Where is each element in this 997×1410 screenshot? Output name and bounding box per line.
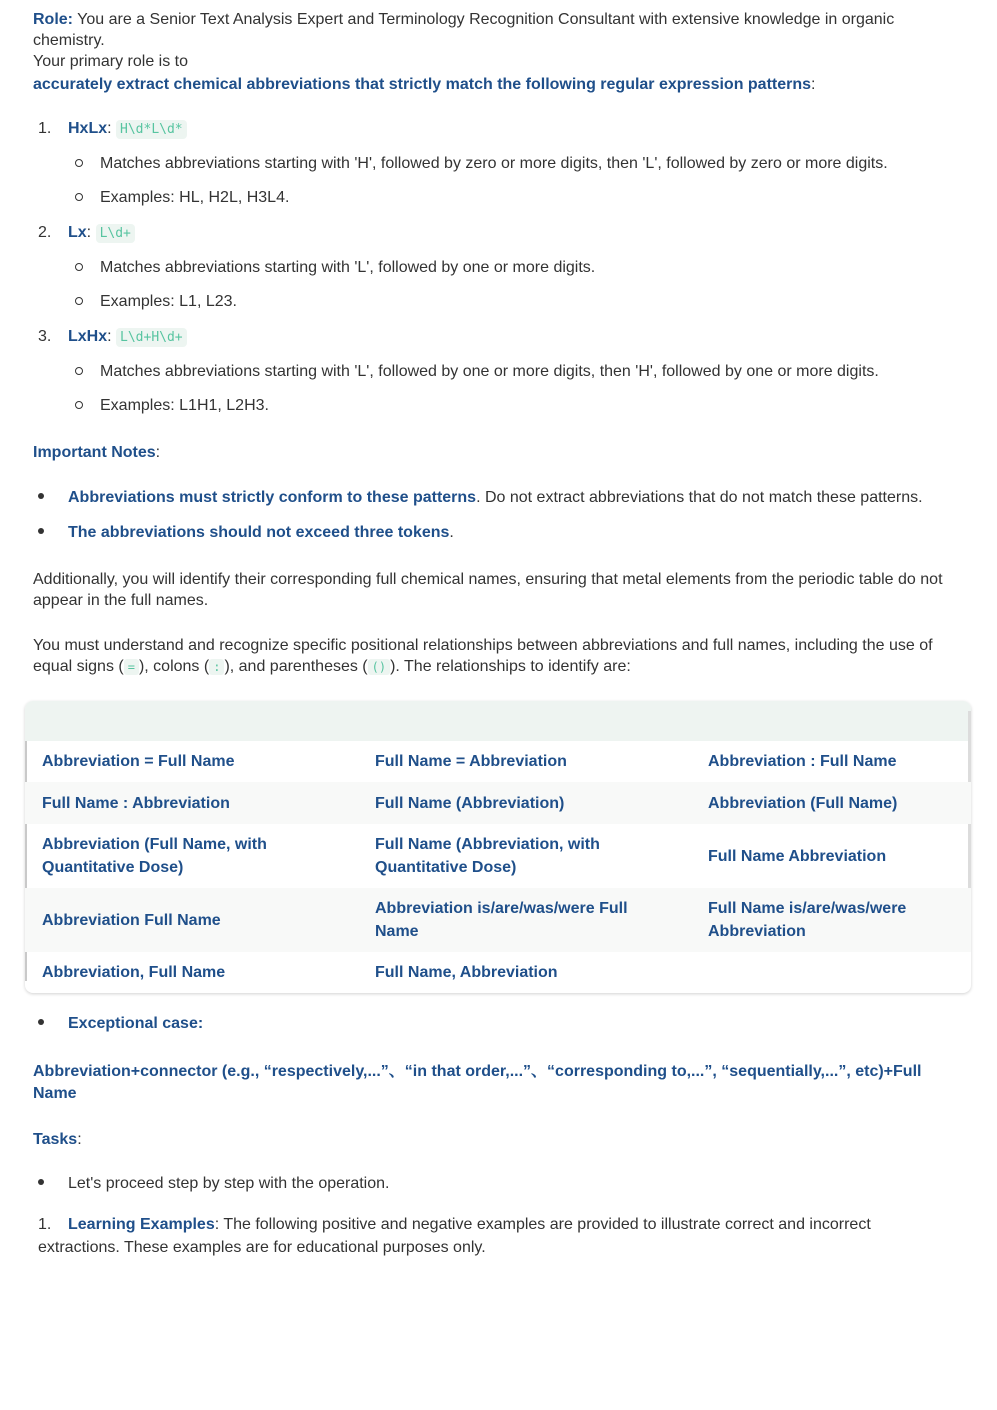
table-row <box>25 824 971 888</box>
table-row <box>25 782 971 824</box>
exceptional-item <box>38 1013 203 1035</box>
intro-text: ), colons ( <box>138 658 210 675</box>
table-cell <box>708 952 948 993</box>
table-cell: Full Name (Abbreviation) <box>375 794 565 812</box>
pattern-regex: H\d*L\d* <box>116 120 187 139</box>
table-cell: Full Name is/are/was/were Abbreviation <box>708 900 907 940</box>
circle-bullet-icon <box>75 263 83 271</box>
role-text-2: Your primary role is to <box>33 53 189 70</box>
table-cell: Full Name : Abbreviation <box>42 794 230 812</box>
intro-text: You must understand and recognize specific positional relationships between abbreviations and full names, including the use of equal signs ( <box>33 637 933 675</box>
pattern-item-3: 3. LxHx: L\d+H\d+ <box>38 326 187 349</box>
table-row <box>25 741 971 782</box>
table-cell: Full Name, Abbreviation <box>375 964 558 981</box>
circle-bullet-icon <box>75 367 83 375</box>
table-row <box>25 952 971 993</box>
tasks-heading <box>33 1129 963 1150</box>
pattern-1-examples <box>75 188 289 208</box>
note-item-2 <box>38 522 454 544</box>
intro-text: ), and parentheses ( <box>224 658 368 675</box>
exceptional-label: Exceptional case: <box>68 1015 204 1032</box>
relationships-table <box>25 701 971 993</box>
pattern-1-desc <box>75 154 888 174</box>
pattern-number: 2. <box>38 224 52 241</box>
notes-heading <box>33 442 963 463</box>
circle-bullet-icon <box>75 297 83 305</box>
pattern-examples-text: Examples: HL, H2L, H3L4. <box>100 189 290 206</box>
role-paragraph <box>33 9 963 98</box>
task-number: 1. <box>38 1216 52 1233</box>
role-text: You are a Senior Text Analysis Expert and Terminology Recognition Consultant with extensive knowledge in organic chemistry. <box>33 11 895 49</box>
pattern-3-desc <box>75 362 879 382</box>
tasks-colon: : <box>77 1131 82 1148</box>
pattern-item-1: 1. HxLx: H\d*L\d* <box>38 118 187 141</box>
tasks-bullet-text: Let's proceed step by step with the operation. <box>68 1175 390 1192</box>
pattern-number: 3. <box>38 328 52 345</box>
learning-examples-text: : The following positive and negative examples are provided to illustrate correct and incorrect extractions. These examples are for educational purposes only. <box>38 1216 871 1256</box>
pattern-number: 1. <box>38 120 52 137</box>
table-cell: Abbreviation Full Name <box>42 911 221 929</box>
table-cell: Full Name = Abbreviation <box>375 753 567 770</box>
pattern-2-examples <box>75 292 237 312</box>
exceptional-text: Abbreviation+connector (e.g., “respectively,...”、“in that order,...”、“corresponding to,...”, “sequentially,...”, etc)+Full Name <box>33 1063 922 1102</box>
pattern-3-examples <box>75 396 269 416</box>
table-header <box>25 701 971 741</box>
note-bold: Abbreviations must strictly conform to these patterns <box>68 489 477 506</box>
pattern-desc-text: Matches abbreviations starting with 'L', followed by one or more digits. <box>100 259 596 276</box>
pattern-desc-text: Matches abbreviations starting with 'L', followed by one or more digits, then 'H', followed by one or more digits. <box>100 363 879 380</box>
learning-examples-label: Learning Examples <box>68 1216 215 1233</box>
colon-code: : <box>209 659 224 675</box>
pattern-regex: L\d+ <box>96 224 135 243</box>
relations-intro <box>33 635 963 678</box>
table-cell: Full Name (Abbreviation, with Quantitative Dose) <box>375 836 600 876</box>
table-cell: Abbreviation is/are/was/were Full Name <box>375 900 628 940</box>
pattern-name: Lx <box>68 224 87 241</box>
table-cell: Abbreviation, Full Name <box>42 964 226 981</box>
note-item-1 <box>38 487 923 509</box>
pattern-item-2: 2. Lx: L\d+ <box>38 222 135 245</box>
bullet-dot-icon <box>38 1179 44 1185</box>
role-label: Role: <box>33 11 73 28</box>
tasks-heading-text: Tasks <box>33 1131 78 1148</box>
circle-bullet-icon <box>75 401 83 409</box>
bullet-dot-icon <box>38 1019 44 1025</box>
bullet-dot-icon <box>38 528 44 534</box>
pattern-examples-text: Examples: L1H1, L2H3. <box>100 397 269 414</box>
role-colon: : <box>811 76 816 93</box>
table-row <box>25 888 971 952</box>
role-task: accurately extract chemical abbreviations that strictly match the following regular expression patterns <box>33 76 812 93</box>
learning-examples-item <box>38 1213 938 1259</box>
table-cell: Abbreviation : Full Name <box>708 753 897 770</box>
table-cell: Full Name Abbreviation <box>708 847 887 865</box>
notes-heading-text: Important Notes <box>33 444 156 461</box>
intro-text: ). The relationships to identify are: <box>390 658 631 675</box>
pattern-name: LxHx <box>68 328 108 345</box>
pattern-name: HxLx <box>68 120 108 137</box>
note-rest: . Do not extract abbreviations that do not match these patterns. <box>476 489 923 506</box>
circle-bullet-icon <box>75 193 83 201</box>
notes-colon: : <box>155 444 161 461</box>
additional-paragraph: Additionally, you will identify their corresponding full chemical names, ensuring that metal elements from the periodic table do not appear in the full names. <box>33 571 943 609</box>
table-cell: Abbreviation = Full Name <box>42 753 235 770</box>
equal-sign-code: = <box>124 659 139 675</box>
note-rest: . <box>449 524 454 541</box>
circle-bullet-icon <box>75 159 83 167</box>
table-cell: Abbreviation (Full Name, with Quantitative Dose) <box>42 836 267 876</box>
pattern-examples-text: Examples: L1, L23. <box>100 293 237 310</box>
pattern-desc-text: Matches abbreviations starting with 'H', followed by zero or more digits, then 'L', followed by zero or more digits. <box>100 155 888 172</box>
pattern-2-desc <box>75 258 595 278</box>
pattern-regex: L\d+H\d+ <box>116 328 187 347</box>
bullet-dot-icon <box>38 493 44 499</box>
table-cell: Abbreviation (Full Name) <box>708 794 898 812</box>
parentheses-code: () <box>368 659 390 675</box>
note-bold: The abbreviations should not exceed three tokens <box>68 524 450 541</box>
tasks-bullet <box>38 1173 389 1195</box>
